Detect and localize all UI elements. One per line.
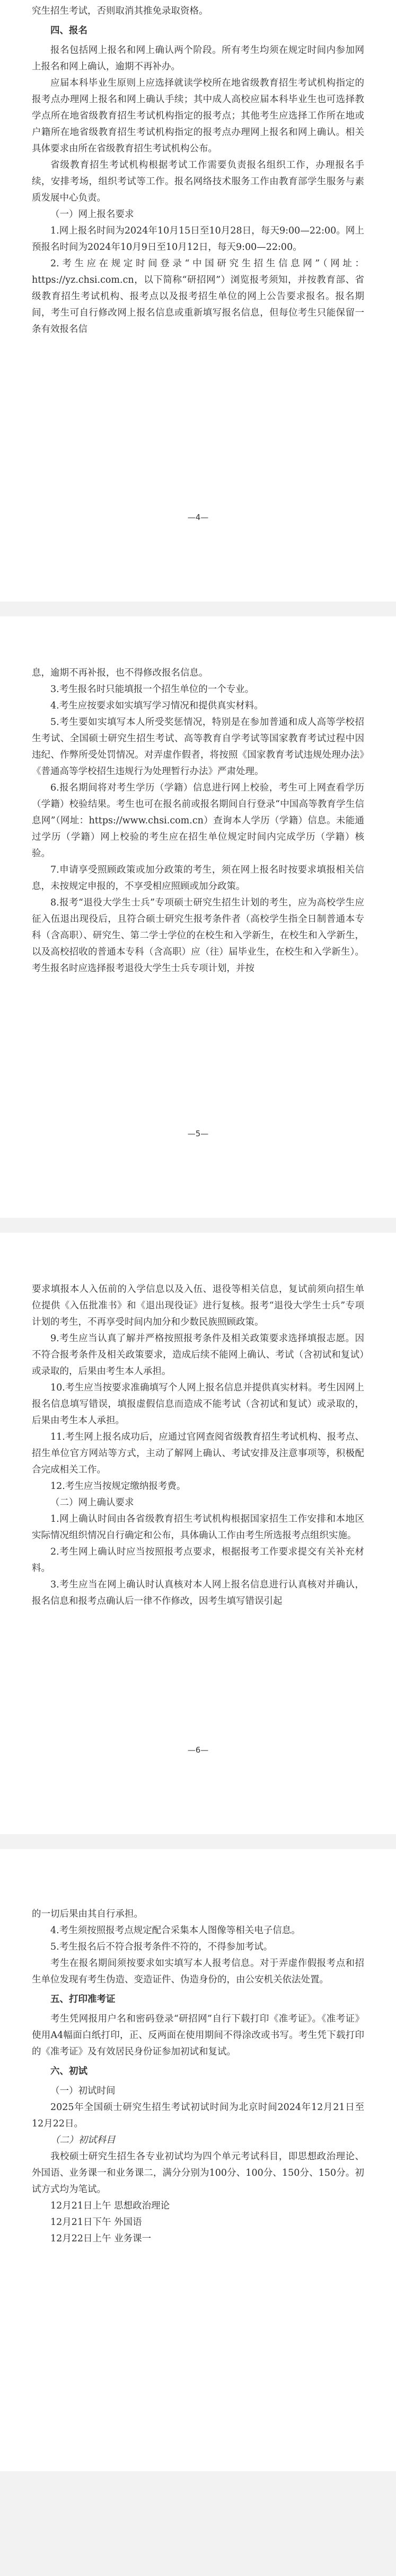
paragraph: 3.考生报名时只能填报一个招生单位的一个专业。	[50, 684, 254, 695]
paragraph: 8.报考“退役大学生士兵”专项硕士研究生招生计划的考生，应为高校学生应征入伍退出现役后，且符合硕士研究生报考条件者（高校学生指全日制普通本专科（含高职）、研究生、第二学士学位的在校生和入学新生，在校生和入学新生，以及高校招收的普通本专科（含高职）应（往）届毕业生，在校生和入学新生）。考生报名时应选择报考退役大学生士兵专项计划，并按	[32, 897, 364, 974]
paragraph: 省级教育招生考试机构根据考试工作需要负责报名组织工作，办理报名手续，安排考场，组织考试等工作。报名网络技术服务工作由教育部学生服务与素质发展中心负责。	[32, 160, 364, 203]
document-page-3	[0, 1233, 396, 1834]
schedule-item: 12月21日下午 外国语	[50, 2217, 142, 2228]
paragraph: 1.网上报名时间为2024年10月15日至10月28日，每天9:00—22:00。网上预报名时间为2024年10月9日至10月12日，每天9:00—22:00。	[32, 226, 364, 253]
paragraph: 10.考生应当按要求准确填写个人网上报名信息并提供真实材料。考生因网上报名信息填写错误，填报虚假信息而造成不能考试（含初试和复试）或录取的，后果由考生本人承担。	[32, 1383, 364, 1426]
subsection-heading-exam-time: （一）初试时间	[50, 2086, 116, 2096]
paragraph: 我校硕士研究生招生各专业初试均为四个单元考试科目，即思想政治理论、外国语、业务课一和业务课二，满分分别为100分、100分、150分、150分。初试方式均为笔试。	[32, 2151, 364, 2195]
subsection-heading-online-confirmation: （二）网上确认要求	[50, 1497, 134, 1508]
section-heading-preliminary-exam: 六、初试	[50, 2066, 87, 2077]
schedule-item: 12月21日上午 思想政治理论	[50, 2201, 170, 2211]
paragraph: 究生招生考试，否则取消其推免录取资格。	[32, 6, 208, 16]
paragraph: 考生凭网报用户名和密码登录“研招网”自行下载打印《准考证》。《准考证》使用A4幅面白纸打印，正、反两面在使用期间不得涂改或书写。考生凭下载打印的《准考证》及有效居民身份证参加初试和复试。	[32, 2014, 364, 2057]
paragraph: 9.考生应当认真了解并严格按照报考条件及相关政策要求选择填报志愿。因不符合报考条件及相关政策要求，造成后续不能网上确认、考试（含初试和复试）或录取的，后果由考生本人承担。	[32, 1333, 364, 1377]
page-number: —5—	[187, 1129, 209, 1138]
paragraph: 11.考生网上报名成功后，应通过官网查阅省级教育招生考试机构、报考点、招生单位官方网站等方式，主动了解网上确认、考试安排及注意事项等，积极配合完成相关工作。	[32, 1432, 364, 1475]
page-4-body	[32, 1906, 364, 2247]
subsection-heading-online-registration: （一）网上报名要求	[50, 209, 134, 220]
paragraph: 5.考生报名后不符合报考条件不符的，不得参加考试。	[50, 1942, 273, 1952]
paragraph: 7.申请享受照顾政策或加分政策的考生，须在网上报名时按要求填报相关信息，未按规定申报的，不享受相应照顾或加分政策。	[32, 865, 364, 892]
paragraph: 5.考生要如实填写本人所受奖惩情况，特别是在参加普通和成人高等学校招生考试、全国硕士研究生招生考试、高等教育自学考试等国家教育考试过程中因违纪、作弊所受处罚情况。对弄虚作假者，将按照《国家教育考试违规处理办法》《普通高等学校招生违规行为处理暂行办法》严肃处理。	[32, 717, 364, 777]
paragraph: 4.考生应按要求如实填写学习情况和提供真实材料。	[50, 701, 263, 711]
schedule-item: 12月22日上午 业务课一	[50, 2233, 152, 2244]
paragraph: 报名包括网上报名和网上确认两个阶段。所有考生均须在规定时间内参加网上报名和网上确认，逾期不再补办。	[32, 45, 364, 72]
paragraph: 6.报名期间将对考生学历（学籍）信息进行网上校验，考生可上网查看学历（学籍）校验结果。考生也可在报名前或报名期间自行登录“中国高等教育学生信息网”（网址：https://www.chsi.com.cn）查询本人学历（学籍）信息。未能通过学历（学籍）网上校验的考生应在招生单位规定时间内完成学历（学籍）核验。	[32, 783, 364, 859]
subsection-heading-exam-subjects: （二）初试科目	[50, 2135, 116, 2146]
paragraph: 4.考生须按照报考点规定配合采集本人图像等相关电子信息。	[50, 1925, 301, 1936]
paragraph: 2.考生网上确认时应当按照报考点要求，根据报考工作要求提交有关补充材料。	[32, 1547, 364, 1574]
page-number: —4—	[187, 513, 209, 522]
document-page-1	[0, 0, 396, 602]
paragraph: 3.考生应当在网上确认时认真核对本人网上报名信息进行认真核对并确认，报名信息和报考点确认后一律不作修改，因考生填写错误引起	[32, 1579, 364, 1606]
paragraph: 要求填报本人入伍前的入学信息以及入伍、退役等相关信息，复试前须向招生单位提供《入伍批准书》和《退出现役证》进行复核。报考“退役大学生士兵”专项计划的考生，不再享受时间内加分和少数民族照顾政策。	[32, 1284, 364, 1327]
paragraph: 应届本科毕业生原则上应选择就读学校所在地省级教育招生考试机构指定的报考点办理网上报名和网上确认手续；其中成人高校应届本科毕业生也可选择教学点所在地省级教育招生考试机构指定的报考点；其他考生应选择工作所在地或户籍所在地省级教育招生考试机构指定的报考点办理网上报名和网上确认。相关具体要求由所在省级教育招生考试机构公布。	[32, 78, 364, 154]
paragraph: 考生在报名期间须按要求如实填写本人报考信息。对于弄虚作假报考点和招生单位发现有考生伪造、变造证件、伪造身份的，由公安机关依法处置。	[32, 1958, 364, 1985]
document-page-2	[0, 616, 396, 1218]
page-2-body	[32, 665, 364, 977]
paragraph: 1.网上确认时间由各省级教育招生考试机构根据国家招生工作安排和本地区实际情况组织情况自行确定和公布，具体确认工作由考生所选报考点组织实施。	[32, 1514, 364, 1541]
document-page-4	[0, 1849, 396, 2471]
page-3-body	[32, 1281, 364, 1610]
paragraph: 2.考生应在规定时间登录“中国研究生招生信息网”（网址：https://yz.chsi.com.cn，以下简称“研招网”）浏览报考须知，并按教育部、省级教育招生考试机构、报考点以及报考招生单位的网上公告要求报名。报名期间，考生可自行修改网上报名信息或重新填写报名信息，但每位考生只能保留一条有效报名信	[32, 258, 364, 335]
section-heading-registration: 四、报名	[50, 25, 87, 36]
section-heading-admission-ticket: 五、打印准考证	[50, 1994, 116, 2005]
page-number: —6—	[187, 1745, 209, 1755]
paragraph: 的一切后果由其自行承担。	[32, 1909, 143, 1919]
page-1-body	[32, 3, 364, 338]
paragraph: 12.考生应当按规定缴纳报考费。	[50, 1481, 186, 1492]
paragraph: 2025年全国硕士研究生招生考试初试时间为北京时间2024年12月21日至12月22日。	[32, 2102, 364, 2129]
paragraph: 息，逾期不再补报，也不得修改报名信息。	[32, 668, 208, 678]
